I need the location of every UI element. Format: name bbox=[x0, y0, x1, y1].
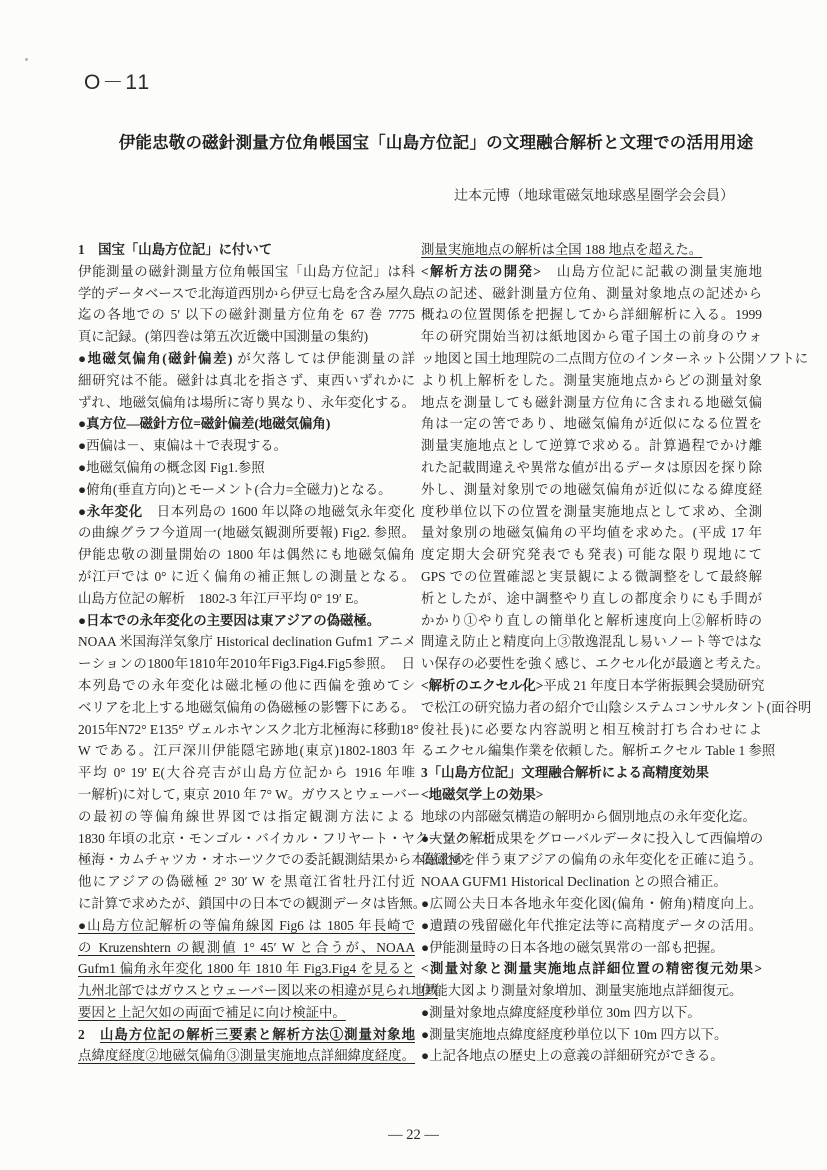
text-line: ●伊能測量時の日本各地の磁気異常の一部も把握。 bbox=[421, 939, 724, 955]
text-line: の曲線グラフ今道周一(地磁気観測所要報) Fig2. 参照。 bbox=[78, 525, 415, 541]
text-line: 2015年N72° E135° ヴェルホヤンスク北方北極海に移動18° bbox=[78, 721, 419, 737]
text-line: ベリアを北上する地磁気偏角の偽磁極の影響下にある。 bbox=[78, 699, 415, 715]
text-line: <地磁気学上の効果> bbox=[421, 786, 544, 802]
text-line: 九州北部ではガウスとウェーバー図以来の相違が見られ地域 bbox=[78, 983, 438, 999]
text-line: 度定期大会研究発表でも発表) 可能な限り現地にて bbox=[421, 547, 762, 563]
scan-speck bbox=[25, 58, 28, 61]
text-line: ●西偏は－、東偏は＋で表現する。 bbox=[78, 438, 287, 454]
text-line: 地球の内部磁気構造の解明から個別地点の永年変化迄。 bbox=[421, 808, 756, 824]
text-line: 細研究は不能。磁針は真北を指さず、東西いずれかに bbox=[78, 372, 415, 388]
text-line: 頁に記録。(第四巻は第五次近畿中国測量の集約) bbox=[78, 329, 369, 345]
text-line: ーションの1800年1810年2010年Fig3.Fig4.Fig5参照。 日 bbox=[78, 656, 415, 672]
text-line: 2 山島方位記の解析三要素と解析方法①測量対象地 bbox=[78, 1026, 415, 1042]
text-line: 要因と上記欠如の両面で補足に向け検証中。 bbox=[78, 1004, 346, 1020]
text-line: ●大量の解析成果をグローバルデータに投入して西偏増の bbox=[421, 830, 764, 846]
text-line: ●永年変化 日本列島の 1600 年以降の地磁気永年変化 bbox=[78, 503, 415, 519]
text-line: W である。江戸深川伊能隠宅跡地(東京)1802-1803 年 bbox=[78, 743, 415, 759]
text-line: Gufm1 偏角永年変化 1800 年 1810 年 Fig3.Fig4 を見ると bbox=[78, 961, 415, 977]
right-column bbox=[421, 239, 812, 1067]
text-line: 析としたが、途中調整やり直しの都度余りにも手間が bbox=[421, 590, 762, 606]
text-line: が江戸では 0° に近く偏角の補正無しの測量となる。 bbox=[78, 568, 415, 584]
text-line: 1830 年頃の北京・モンゴル・バイカル・フリヤート・ヤクーツク・北 bbox=[78, 830, 495, 846]
text-line: 年の研究開始当初は紙地図から電子国土の前身のウォ bbox=[421, 329, 762, 345]
author-line: 辻本元博（地球電磁気地球惑星圏学会会員） bbox=[454, 189, 734, 204]
text-line: 伊能測量の磁針測量方位角帳国宝「山島方位記」は科 bbox=[78, 263, 415, 279]
text-line: 地点を測量しても磁針測量方位角に含まれる地磁気偏 bbox=[421, 394, 762, 410]
text-line: 角は一定の筈であり、地磁気偏角が近似になる位置を bbox=[421, 416, 762, 432]
text-line: 測量実施地点の解析は全国 188 地点を超えた。 bbox=[421, 242, 703, 257]
text-line: ●広岡公夫日本各地永年変化図(偏角・俯角)精度向上。 bbox=[421, 895, 762, 911]
text-line: の Kruzenshtern の観測値 1° 45′ W と合うが、NOAA bbox=[78, 939, 415, 955]
text-line: ●遺蹟の残留磁化年代推定法等に高精度データの活用。 bbox=[421, 917, 762, 933]
text-line: ●地磁気偏角の概念図 Fig1.参照 bbox=[78, 459, 265, 475]
paper-title: 伊能忠敬の磁針測量方位角帳国宝「山島方位記」の文理融合解析と文理での活用用途 bbox=[118, 134, 754, 152]
text-line: ●測量対象地点緯度経度秒単位 30m 四方以下。 bbox=[421, 1004, 701, 1020]
text-line: 一解析)に対して, 東京 2010 年 7° W。ガウスとウェーバー bbox=[78, 786, 421, 802]
text-line: で松江の研究協力者の紹介で山陰システムコンサルタント(面谷明 bbox=[421, 699, 812, 715]
text-line: 測量実施地点として逆算で求める。計算過程でかけ離 bbox=[421, 438, 762, 454]
text-line: ●真方位―磁針方位=磁針偏差(地磁気偏角) bbox=[78, 416, 331, 432]
text-line: れた記載間違えや異常な値が出るデータは原因を探り除 bbox=[421, 459, 762, 475]
text-line: に計算で求めたが、鎖国中の日本での観測データは皆無。 bbox=[78, 895, 427, 911]
text-line: 山島方位記の解析 1802-3 年江戸平均 0° 19′ E。 bbox=[78, 590, 367, 606]
page-number: — 22 — bbox=[388, 1127, 439, 1143]
text-line: <解析のエクセル化>平成 21 年度日本学術振興会奨励研究 bbox=[421, 677, 765, 693]
text-line: い保存の必要性を強く感じ、エクセル化が最適と考えた。 bbox=[421, 656, 770, 672]
text-line: GPS での位置確認と実景観による微調整をして最終解 bbox=[421, 568, 762, 584]
text-line: より机上解析をした。測量実施地点からどの測量対象 bbox=[421, 372, 762, 388]
text-line: ずれ、地磁気偏角は場所に寄り異なり、永年変化する。 bbox=[78, 394, 415, 410]
session-code: O－11 bbox=[84, 71, 152, 94]
text-line: の最初の等偏角線世界図では指定観測方法による bbox=[78, 808, 415, 824]
text-line: ●測量実施地点緯度経度秒単位以下 10m 四方以下。 bbox=[421, 1026, 728, 1042]
text-line: 度秒単位以下の位置を測量実施地点として求め、全測 bbox=[421, 503, 762, 519]
text-line: ●地磁気偏角(磁針偏差) が欠落しては伊能測量の詳 bbox=[78, 350, 415, 366]
text-line: 概ねの位置関係を把握してから詳細解析に入る。1999 bbox=[421, 307, 762, 323]
text-line: ●上記各地点の歴史上の意義の詳細研究ができる。 bbox=[421, 1048, 724, 1064]
text-line: 1 国宝「山島方位記」に付いて bbox=[78, 242, 273, 257]
text-line: 極海・カムチャツカ・オホーツクでの委託観測結果から本磁北の bbox=[78, 852, 465, 868]
text-line: ●俯角(垂直方向)とモーメント(合力=全磁力)となる。 bbox=[78, 481, 392, 497]
text-line: 伊能忠敬の測量開始の 1800 年は偶然にも地磁気偏角 bbox=[78, 547, 415, 563]
text-line: ●山島方位記解析の等偏角線図 Fig6 は 1805 年長崎で bbox=[78, 917, 415, 933]
text-line: 本列島での永年変化は磁北極の他に西偏を強めてシ bbox=[78, 677, 415, 693]
text-line: NOAA GUFM1 Historical Declination との照合補正。 bbox=[421, 874, 727, 890]
text-line: 伊能大図より測量対象増加、測量実施地点詳細復元。 bbox=[421, 983, 743, 999]
text-line: 他にアジアの偽磁極 2° 30′ W を黒竜江省牡丹江付近 bbox=[78, 874, 415, 890]
text-line: 3「山島方位記」文理融合解析による高精度効果 bbox=[421, 765, 709, 781]
text-line: ●日本での永年変化の主要因は東アジアの偽磁極。 bbox=[78, 612, 381, 628]
text-line: 俊社長)に必要な内容説明と相互検討打ち合わせによ bbox=[421, 721, 762, 737]
text-line: 迄の各地での 5′ 以下の磁針測量方位角を 67 巻 7775 bbox=[78, 307, 415, 323]
text-line: <測量対象と測量実施地点詳細位置の精密復元効果> bbox=[421, 961, 762, 977]
text-line: るエクセル編集作業を依頼した。解析エクセル Table 1 参照 bbox=[421, 743, 776, 759]
text-line: 外し、測量対象別での地磁気偏角が近似になる緯度経 bbox=[421, 481, 762, 497]
text-line: 点の記述、磁針測量方位角、測量対象地点の記述から bbox=[421, 285, 762, 301]
text-line: 学的データベースで北海道西別から伊豆七島を含み屋久島 bbox=[78, 285, 426, 301]
text-line: NOAA 米国海洋気象庁 Historical declination Gufm1 アニメ bbox=[78, 634, 417, 650]
text-line: 平均 0° 19′ E(大谷亮吉が山島方位記から 1916 年唯 bbox=[78, 765, 415, 781]
text-line: <解析方法の開発> 山島方位記に記載の測量実施地 bbox=[421, 263, 762, 279]
text-line: 間違え防止と精度向上③散逸混乱し易いノート等ではな bbox=[421, 634, 762, 650]
text-line: ッ地図と国土地理院の二点間方位のインターネット公開ソフトに bbox=[421, 350, 809, 366]
text-line: 点緯度経度②地磁気偏角③測量実施地点詳細緯度経度。 bbox=[78, 1048, 415, 1064]
text-line: 量対象別の地磁気偏角の平均値を求めた。(平成 17 年 bbox=[421, 525, 762, 541]
text-line: かかり①やり直しの簡単化と解析速度向上②解析時の bbox=[421, 612, 762, 628]
text-line: 偽磁極を伴う東アジアの偏角の永年変化を正確に追う。 bbox=[421, 852, 762, 868]
